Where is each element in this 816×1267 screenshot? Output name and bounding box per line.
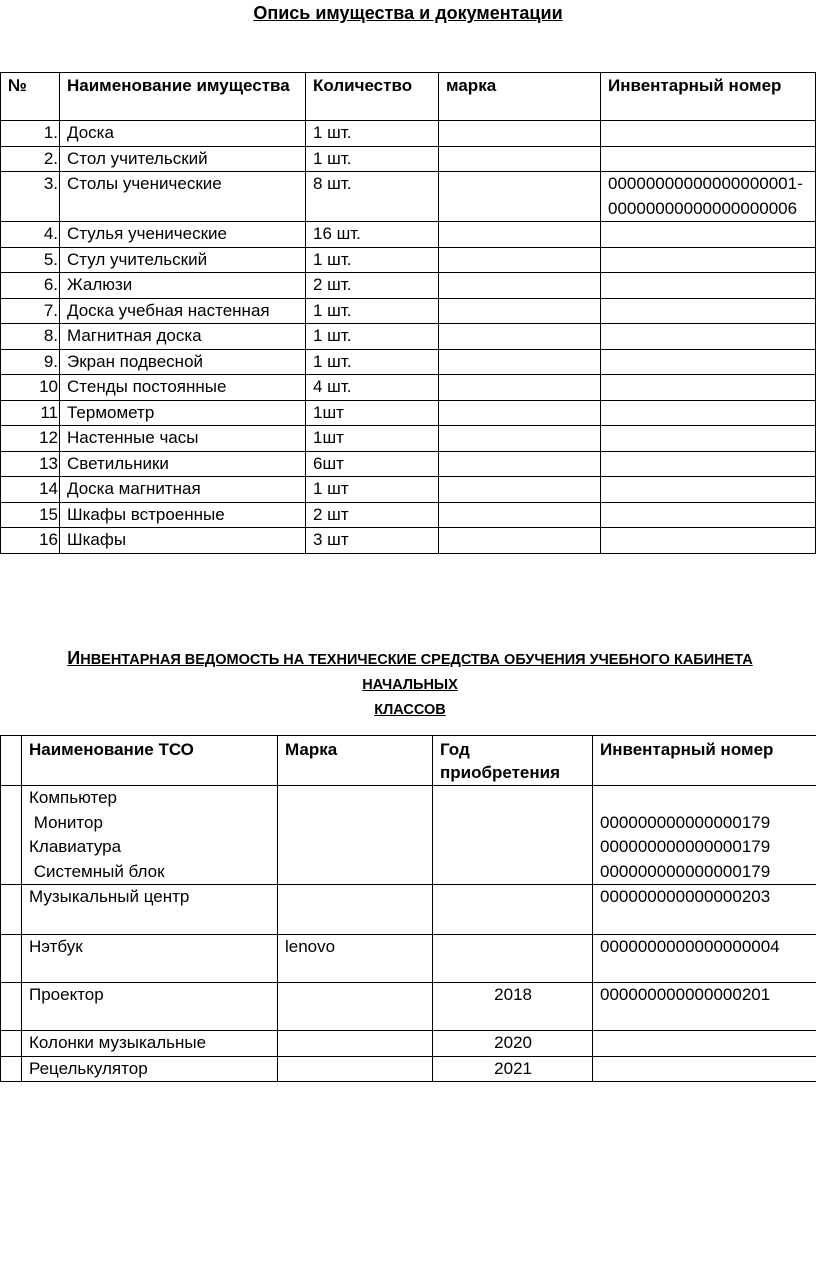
item-brand bbox=[439, 375, 601, 401]
tso-brand bbox=[278, 1056, 433, 1082]
table-row bbox=[1, 935, 816, 983]
item-quantity: 3 шт bbox=[306, 528, 439, 554]
inventory-line: 000000000000000179 bbox=[600, 861, 771, 881]
tso-name bbox=[22, 1056, 278, 1082]
item-inventory bbox=[601, 426, 816, 452]
item-name: Жалюзи bbox=[60, 273, 306, 299]
item-brand bbox=[439, 324, 601, 350]
item-brand bbox=[439, 222, 601, 248]
row-blank-cell bbox=[1, 935, 22, 983]
table-row bbox=[1, 528, 816, 554]
table-header-row bbox=[1, 73, 816, 121]
header-name: Наименование имущества bbox=[60, 73, 306, 121]
inventory-line bbox=[600, 1057, 816, 1082]
tso-year: 2020 bbox=[433, 1031, 593, 1057]
item-inventory bbox=[601, 121, 816, 147]
item-inventory bbox=[601, 400, 816, 426]
inventory-line: 000000000000000179 bbox=[600, 837, 771, 856]
tso-inventory bbox=[593, 885, 816, 935]
item-quantity: 1 шт. bbox=[306, 247, 439, 273]
row-blank-cell bbox=[1, 885, 22, 935]
header-inventory: Инвентарный номер bbox=[601, 73, 816, 121]
item-brand bbox=[439, 121, 601, 147]
item-quantity: 4 шт. bbox=[306, 375, 439, 401]
tso-name-line: Компьютер bbox=[29, 788, 117, 807]
table-row bbox=[1, 121, 816, 147]
tso-name-line: Монитор bbox=[29, 812, 103, 832]
item-inventory bbox=[601, 451, 816, 477]
item-name: Магнитная доска bbox=[60, 324, 306, 350]
item-name: Шкафы bbox=[60, 528, 306, 554]
table-row bbox=[1, 885, 816, 935]
item-quantity: 2 шт. bbox=[306, 273, 439, 299]
section-title-line2: КЛАССОВ bbox=[374, 702, 446, 718]
table-row bbox=[1, 172, 816, 222]
table-row bbox=[1, 451, 816, 477]
row-number: 10 bbox=[1, 375, 60, 401]
row-number: 7. bbox=[1, 298, 60, 324]
table-row bbox=[1, 1031, 816, 1057]
header-inventory: Инвентарный номер bbox=[593, 736, 816, 786]
item-quantity: 1 шт. bbox=[306, 298, 439, 324]
item-inventory bbox=[601, 477, 816, 503]
row-number: 3. bbox=[1, 172, 60, 222]
item-quantity: 16 шт. bbox=[306, 222, 439, 248]
tso-name-line: Системный блок bbox=[29, 861, 165, 881]
item-quantity: 1шт bbox=[306, 426, 439, 452]
table-row bbox=[1, 247, 816, 273]
item-brand bbox=[439, 451, 601, 477]
item-quantity: 8 шт. bbox=[306, 172, 439, 222]
item-name: Доска bbox=[60, 121, 306, 147]
table-row bbox=[1, 477, 816, 503]
table-header-row bbox=[1, 736, 816, 786]
inventory-line: 000000000000000203 bbox=[600, 887, 771, 906]
item-inventory bbox=[601, 528, 816, 554]
section-title-initial: И bbox=[67, 648, 81, 668]
table-row bbox=[1, 786, 816, 885]
row-number: 2. bbox=[1, 146, 60, 172]
item-brand bbox=[439, 426, 601, 452]
row-number: 1. bbox=[1, 121, 60, 147]
item-inventory bbox=[601, 298, 816, 324]
tso-year bbox=[433, 885, 593, 935]
inventory-line: 000000000000000201 bbox=[600, 985, 771, 1004]
item-name: Доска учебная настенная bbox=[60, 298, 306, 324]
table-row bbox=[1, 222, 816, 248]
item-brand bbox=[439, 349, 601, 375]
tso-name-line: Колонки музыкальные bbox=[29, 1033, 207, 1052]
table-row bbox=[1, 324, 816, 350]
tso-year: 2018 bbox=[433, 983, 593, 1031]
row-blank-cell bbox=[1, 983, 22, 1031]
table-row bbox=[1, 273, 816, 299]
section-title-text: НВЕНТАРНАЯ ВЕДОМОСТЬ НА ТЕХНИЧЕСКИЕ СРЕДСТВА ОБУЧЕНИЯ УЧЕБНОГО КАБИНЕТА НАЧАЛЬНЫХ bbox=[80, 652, 753, 693]
table-row bbox=[1, 349, 816, 375]
inventory-line: 00000000000000000001- bbox=[608, 174, 803, 193]
row-blank-cell bbox=[1, 1031, 22, 1057]
item-inventory bbox=[601, 375, 816, 401]
item-inventory bbox=[601, 324, 816, 350]
item-name: Шкафы встроенные bbox=[60, 502, 306, 528]
inventory-line bbox=[600, 786, 816, 811]
table-row bbox=[1, 502, 816, 528]
item-quantity: 1 шт. bbox=[306, 146, 439, 172]
header-brand: Марка bbox=[278, 736, 433, 786]
header-blank bbox=[1, 736, 22, 786]
item-quantity: 6шт bbox=[306, 451, 439, 477]
item-inventory bbox=[601, 349, 816, 375]
tso-year bbox=[433, 935, 593, 983]
row-number: 8. bbox=[1, 324, 60, 350]
tso-brand bbox=[278, 786, 433, 885]
row-number: 4. bbox=[1, 222, 60, 248]
table-row bbox=[1, 400, 816, 426]
tso-brand bbox=[278, 1031, 433, 1057]
table-row bbox=[1, 375, 816, 401]
row-number: 6. bbox=[1, 273, 60, 299]
item-quantity: 1 шт. bbox=[306, 324, 439, 350]
tso-inventory bbox=[593, 1031, 816, 1057]
row-number: 12 bbox=[1, 426, 60, 452]
item-inventory bbox=[601, 172, 816, 222]
tso-year: 2021 bbox=[433, 1056, 593, 1082]
item-quantity: 1 шт. bbox=[306, 349, 439, 375]
tso-name bbox=[22, 935, 278, 983]
row-number: 13 bbox=[1, 451, 60, 477]
row-blank-cell bbox=[1, 786, 22, 885]
item-name: Стул учительский bbox=[60, 247, 306, 273]
item-brand bbox=[439, 273, 601, 299]
item-name: Доска магнитная bbox=[60, 477, 306, 503]
item-quantity: 1 шт. bbox=[306, 121, 439, 147]
table-row bbox=[1, 146, 816, 172]
item-brand bbox=[439, 477, 601, 503]
row-number: 16 bbox=[1, 528, 60, 554]
table-row bbox=[1, 426, 816, 452]
item-brand bbox=[439, 502, 601, 528]
item-brand bbox=[439, 247, 601, 273]
table-row bbox=[1, 983, 816, 1031]
item-inventory bbox=[601, 222, 816, 248]
tso-name-line: Проектор bbox=[29, 985, 104, 1004]
row-number: 9. bbox=[1, 349, 60, 375]
tso-year bbox=[433, 786, 593, 885]
item-name: Светильники bbox=[60, 451, 306, 477]
item-brand bbox=[439, 172, 601, 222]
inventory-line: 0000000000000000004 bbox=[600, 937, 780, 956]
row-number: 14 bbox=[1, 477, 60, 503]
item-brand bbox=[439, 298, 601, 324]
section-title bbox=[20, 646, 800, 723]
tso-inventory bbox=[593, 935, 816, 983]
header-brand: марка bbox=[439, 73, 601, 121]
item-inventory bbox=[601, 247, 816, 273]
tso-name bbox=[22, 786, 278, 885]
tso-name-line: Музыкальный центр bbox=[29, 887, 190, 906]
header-quantity: Количество bbox=[306, 73, 439, 121]
tso-inventory bbox=[593, 983, 816, 1031]
item-brand bbox=[439, 400, 601, 426]
tso-name bbox=[22, 983, 278, 1031]
item-name: Столы ученические bbox=[60, 172, 306, 222]
item-quantity: 1шт bbox=[306, 400, 439, 426]
tso-brand bbox=[278, 885, 433, 935]
item-inventory bbox=[601, 146, 816, 172]
tso-name bbox=[22, 1031, 278, 1057]
inventory-line: 00000000000000000006 bbox=[608, 198, 798, 218]
row-blank-cell bbox=[1, 1056, 22, 1082]
tso-inventory bbox=[593, 786, 816, 885]
row-number: 15 bbox=[1, 502, 60, 528]
item-inventory bbox=[601, 273, 816, 299]
tso-inventory bbox=[593, 1056, 816, 1082]
row-number: 11 bbox=[1, 400, 60, 426]
property-table bbox=[0, 72, 816, 554]
item-name: Стенды постоянные bbox=[60, 375, 306, 401]
item-quantity: 2 шт bbox=[306, 502, 439, 528]
item-quantity: 1 шт bbox=[306, 477, 439, 503]
item-inventory bbox=[601, 502, 816, 528]
page-title: Опись имущества и документации bbox=[253, 3, 563, 23]
item-name: Стол учительский bbox=[60, 146, 306, 172]
item-name: Экран подвесной bbox=[60, 349, 306, 375]
inventory-line bbox=[600, 1031, 816, 1056]
tso-brand: lenovo bbox=[278, 935, 433, 983]
item-name: Термометр bbox=[60, 400, 306, 426]
table-row bbox=[1, 298, 816, 324]
header-tso-name: Наименование ТСО bbox=[22, 736, 278, 786]
header-year: Год приобретения bbox=[433, 736, 593, 786]
tso-name-line: Нэтбук bbox=[29, 937, 83, 956]
row-number: 5. bbox=[1, 247, 60, 273]
tso-name-line: Рецелькулятор bbox=[29, 1058, 148, 1078]
tso-table bbox=[0, 735, 816, 1082]
header-number: № bbox=[1, 73, 60, 121]
inventory-line: 000000000000000179 bbox=[600, 812, 771, 832]
item-name: Стулья ученические bbox=[60, 222, 306, 248]
item-name: Настенные часы bbox=[60, 426, 306, 452]
tso-name bbox=[22, 885, 278, 935]
item-brand bbox=[439, 146, 601, 172]
tso-name-line: Клавиатура bbox=[29, 837, 122, 856]
tso-brand bbox=[278, 983, 433, 1031]
item-brand bbox=[439, 528, 601, 554]
table-row bbox=[1, 1056, 816, 1082]
